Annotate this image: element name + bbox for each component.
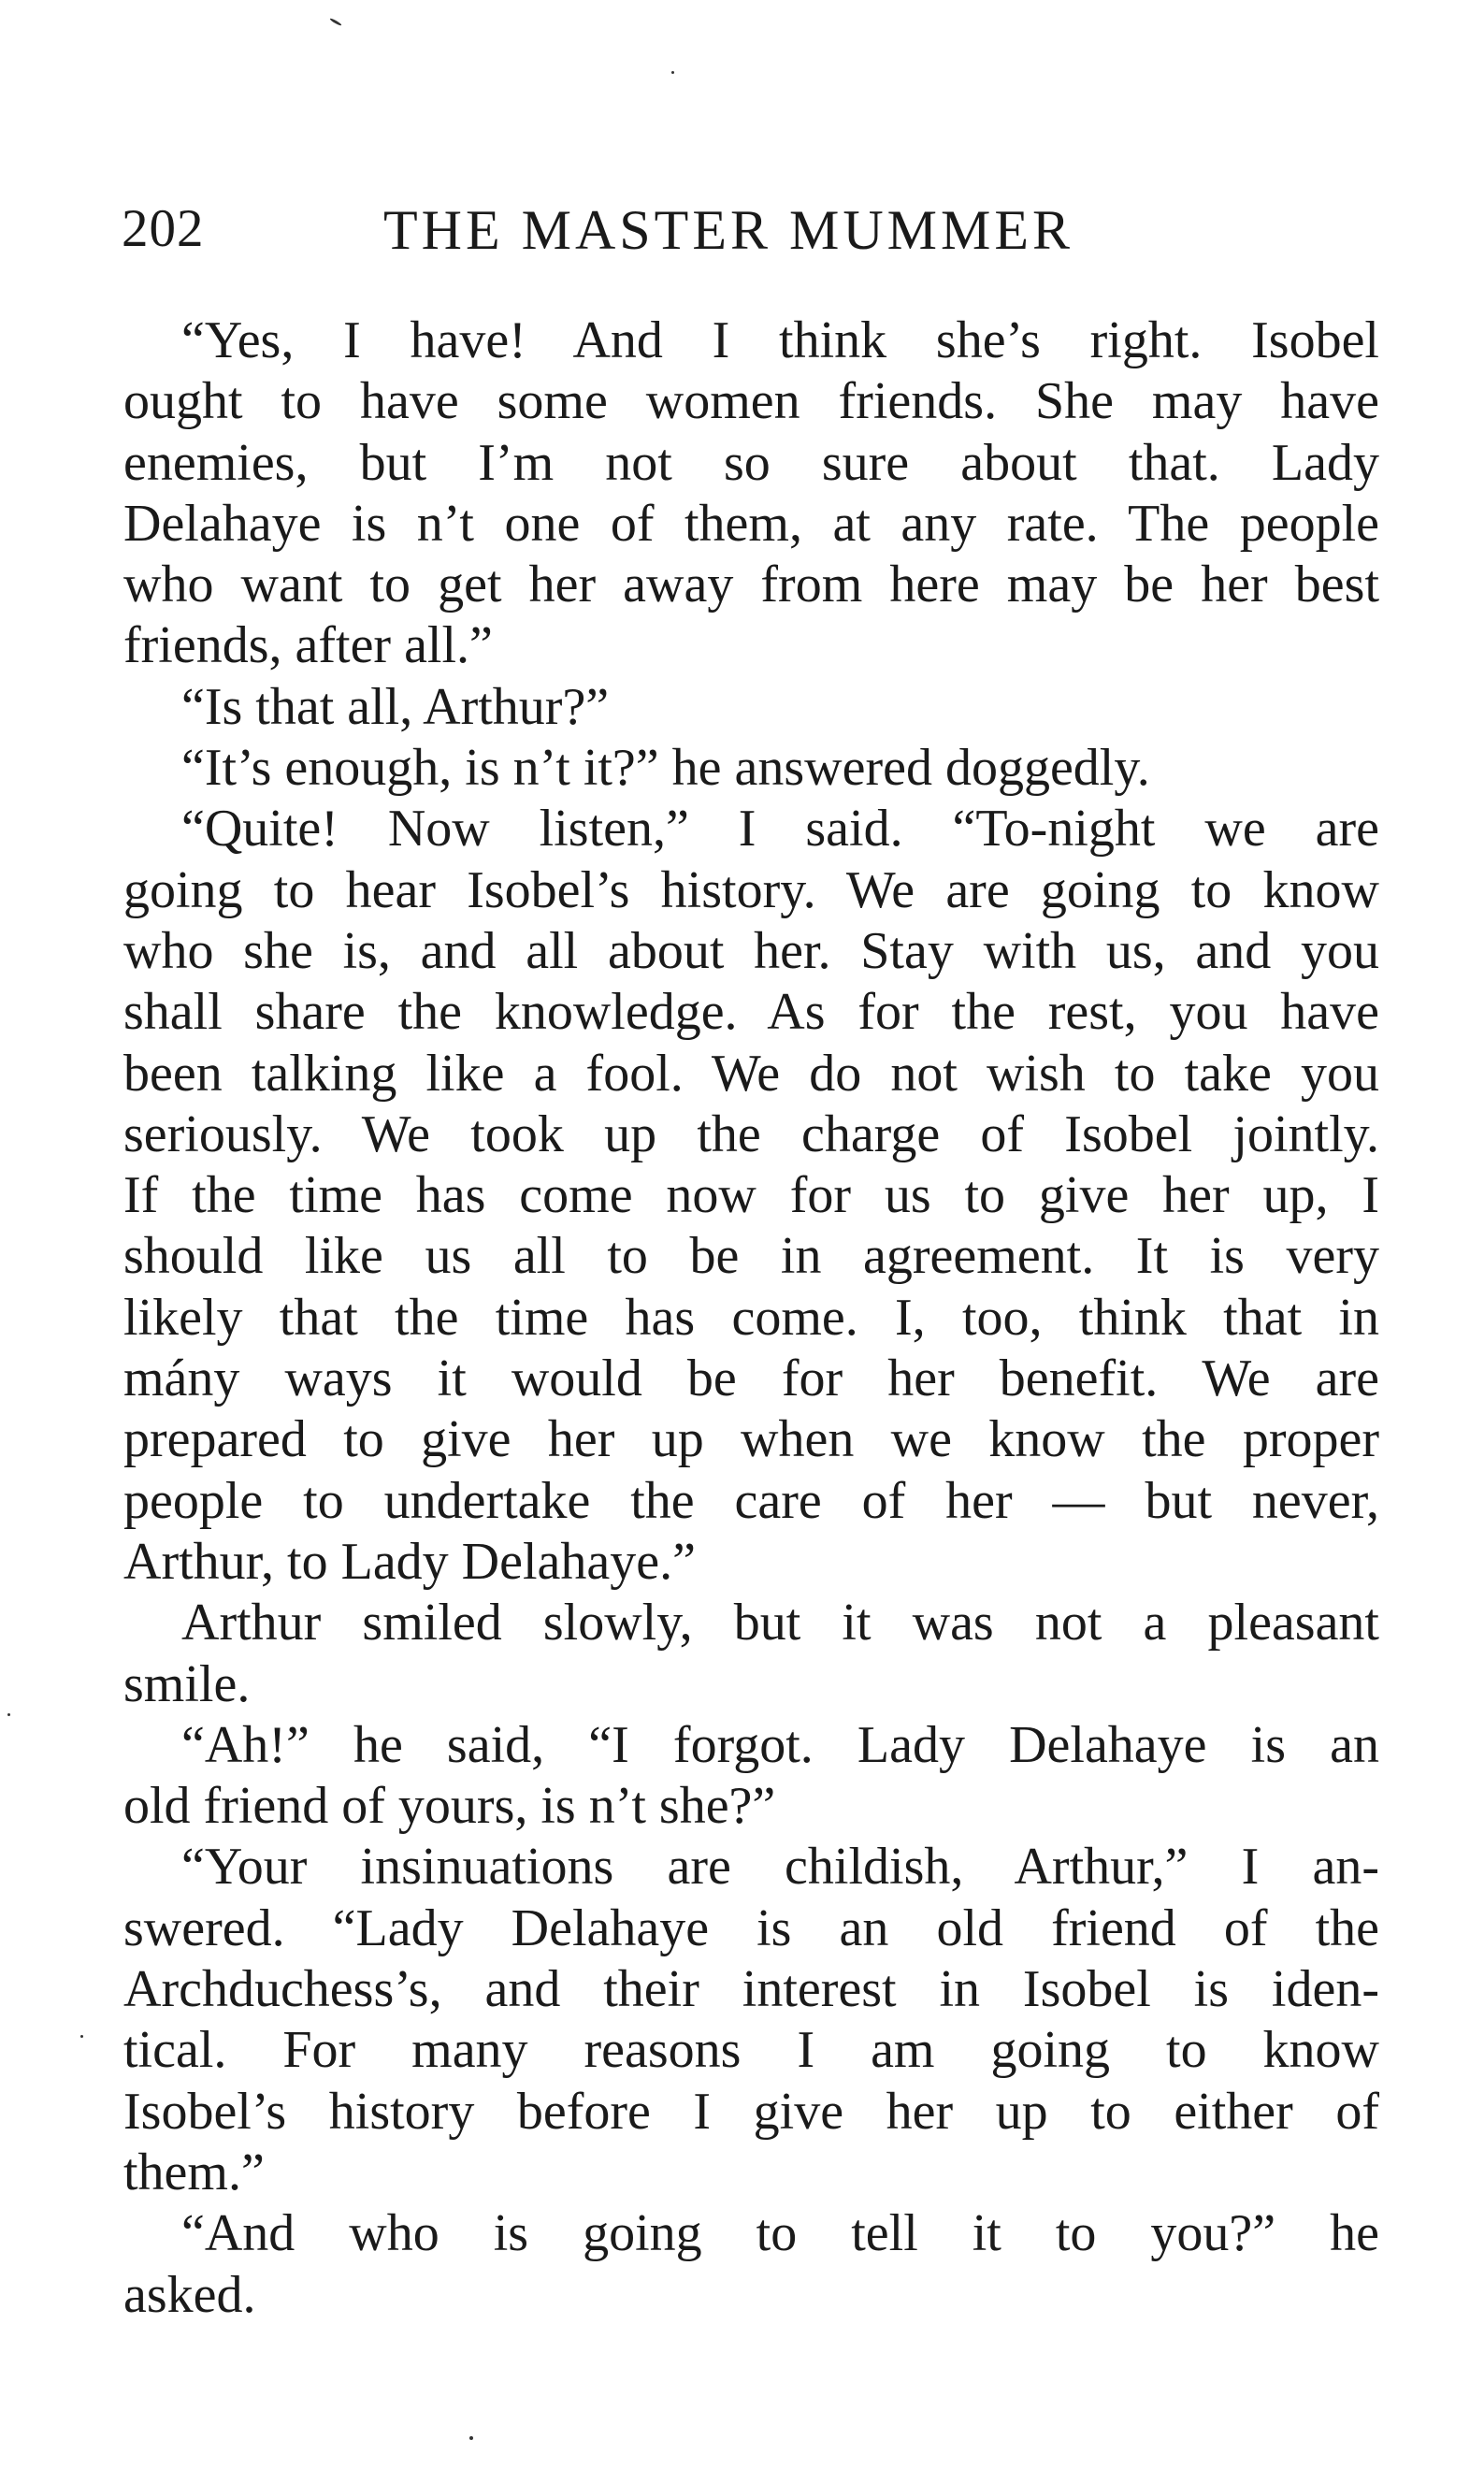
text-line: mány ways it would be for her benefit. We are <box>123 1349 1379 1408</box>
text-line: “Ah!” he said, “I forgot. Lady Delahaye is an <box>181 1715 1379 1774</box>
scan-speck <box>7 1713 10 1716</box>
text-line: “It’s enough, is n’t it?” he answered doggedly. <box>181 739 1150 798</box>
text-line: tical. For many reasons I am going to know <box>123 2021 1379 2080</box>
page-header <box>122 198 1379 273</box>
text-line: Arthur, to Lady Delahaye.” <box>123 1532 696 1591</box>
page-number: 202 <box>122 199 205 258</box>
text-line: should like us all to be in agreement. It is very <box>123 1227 1379 1286</box>
body-text <box>123 310 1379 2326</box>
text-line: “Quite! Now listen,” I said. “To-night we are <box>181 800 1379 859</box>
text-line: them.” <box>123 2143 265 2201</box>
text-line: going to hear Isobel’s history. We are going to know <box>123 860 1379 919</box>
text-line: “Your insinuations are childish, Arthur,” I an- <box>181 1838 1379 1897</box>
scan-speck <box>469 2436 473 2440</box>
scan-speck <box>329 18 342 27</box>
text-line: swered. “Lady Delahaye is an old friend of the <box>123 1898 1379 1957</box>
text-line: “Is that all, Arthur?” <box>181 677 610 736</box>
text-line: enemies, but I’m not so sure about that. Lady <box>123 433 1379 492</box>
text-line: prepared to give her up when we know the proper <box>123 1410 1379 1469</box>
scan-speck <box>671 71 674 74</box>
text-line: “And who is going to tell it to you?” he <box>181 2204 1379 2263</box>
text-line: seriously. We took up the charge of Isobel jointly. <box>123 1104 1379 1163</box>
text-line: shall share the knowledge. As for the rest, you have <box>123 983 1379 1042</box>
text-line: Isobel’s history before I give her up to either of <box>123 2082 1379 2141</box>
text-line: been talking like a fool. We do not wish to take you <box>123 1044 1379 1103</box>
text-line: old friend of yours, is n’t she?” <box>123 1777 776 1836</box>
text-line: Archduchess’s, and their interest in Isobel is iden- <box>123 1960 1379 2019</box>
text-line: smile. <box>123 1654 251 1713</box>
text-line: who she is, and all about her. Stay with us, and you <box>123 921 1379 980</box>
scan-speck <box>80 2035 83 2038</box>
text-line: friends, after all.” <box>123 616 493 675</box>
text-line: likely that the time has come. I, too, think that in <box>123 1288 1379 1347</box>
text-line: people to undertake the care of her — but never, <box>123 1471 1379 1530</box>
text-line: If the time has come now for us to give her up, I <box>123 1166 1379 1225</box>
text-line: who want to get her away from here may be her best <box>123 556 1379 614</box>
text-line: asked. <box>123 2265 256 2324</box>
running-title: THE MASTER MUMMER <box>383 199 1074 261</box>
text-line: ought to have some women friends. She may have <box>123 372 1379 431</box>
text-line: Delahaye is n’t one of them, at any rate. The people <box>123 494 1379 553</box>
text-line: Arthur smiled slowly, but it was not a pleasant <box>181 1594 1379 1653</box>
text-line: “Yes, I have! And I think she’s right. Isobel <box>181 311 1379 369</box>
